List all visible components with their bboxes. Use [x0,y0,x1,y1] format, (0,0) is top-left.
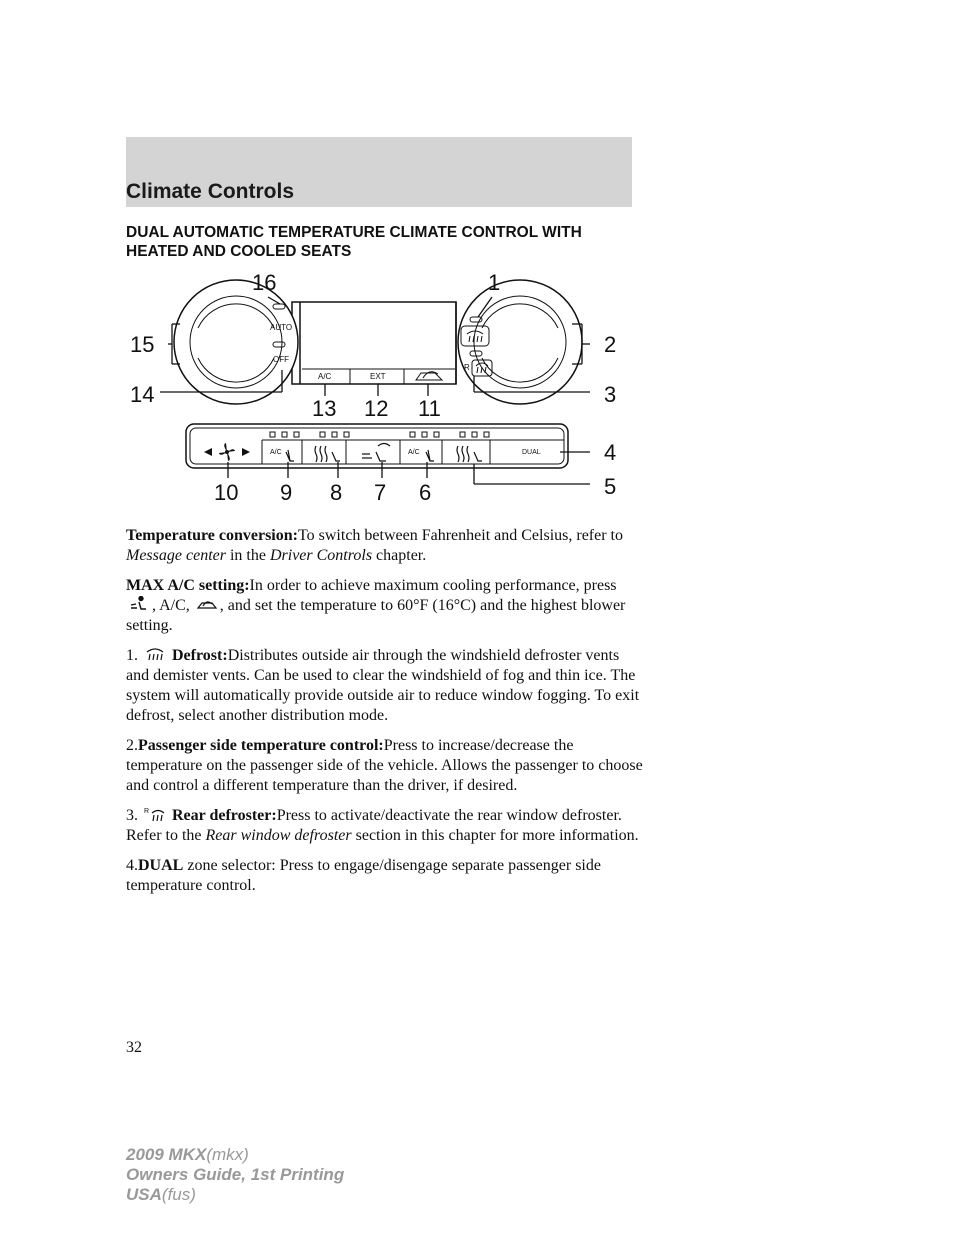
footer [126,1145,344,1205]
doc-heading: DUAL AUTOMATIC TEMPERATURE CLIMATE CONTROL WITH HEATED AND COOLED SEATS [126,224,582,260]
lower-strip [186,424,568,468]
passenger-seat-ac-label: A/C [408,449,420,456]
off-label: OFF [273,355,289,364]
callout-3: 3 [604,382,617,407]
callout-4: 4 [604,440,617,465]
ext-label: EXT [370,372,386,381]
section-title: Climate Controls [126,180,295,203]
item-1-defrost: 1. Defrost:Distributes outside air through the windshield defroster vents and demister vents. Can be used to clear the windshield of fog and thin ice. The system will automatically provide outside air to reduce window fogging. To exit defrost, select another distribution mode. [126,647,640,724]
footer-line-3: USA(fus) [126,1185,196,1204]
callout-7: 7 [374,480,387,505]
body-text [126,526,646,906]
item-2-passenger-temp: 2.Passenger side temperature control:Press to increase/decrease the temperature on the passenger side of the vehicle. Allows the passenger to choose and control a different temperature than the driver, if desired. [126,737,643,794]
callout-10: 10 [214,480,239,505]
driver-seat-ac-label: A/C [270,449,282,456]
callout-9: 9 [280,480,293,505]
recirculation-icon [196,596,218,612]
svg-text:R: R [144,808,150,815]
page-number: 32 [126,1039,142,1056]
callout-1: 1 [488,270,501,295]
callout-11: 11 [418,396,441,421]
temp-conversion-paragraph: Temperature conversion:To switch between Fahrenheit and Celsius, refer to Message center in the Driver Controls chapter. [126,527,623,564]
callout-13: 13 [312,396,337,421]
callout-8: 8 [330,480,343,505]
max-ac-paragraph: MAX A/C setting:In order to achieve maximum cooling performance, press , A/C, , and set the temperature to 60°F (16°C) and the highest blower setting. [126,577,626,634]
callout-16: 16 [252,270,277,295]
auto-label: AUTO [270,323,293,332]
dual-label: DUAL [522,449,541,456]
callout-12: 12 [364,396,389,421]
item-4-dual: 4.DUAL zone selector: Press to engage/disengage separate passenger side temperature control. [126,857,601,894]
right-temp-knob [458,280,582,404]
callout-15: 15 [130,332,155,357]
footer-line-2: Owners Guide, 1st Printing [126,1165,345,1184]
callout-14: 14 [130,382,155,407]
ac-label: A/C [318,372,332,381]
defrost-icon [144,646,166,662]
callout-6: 6 [419,480,432,505]
floor-panel-mode-icon [128,596,150,612]
climate-control-diagram [120,262,640,517]
callout-5: 5 [604,474,617,499]
callout-2: 2 [604,332,617,357]
rear-label: R [464,363,470,372]
rear-defroster-icon [144,806,166,822]
item-3-rear-defroster: 3. R Rear defroster:Press to activate/deactivate the rear window defroster. Refer to the Rear window defroster section in this chapter for more information. [126,807,639,844]
footer-line-1: 2009 MKX(mkx) [126,1145,249,1164]
